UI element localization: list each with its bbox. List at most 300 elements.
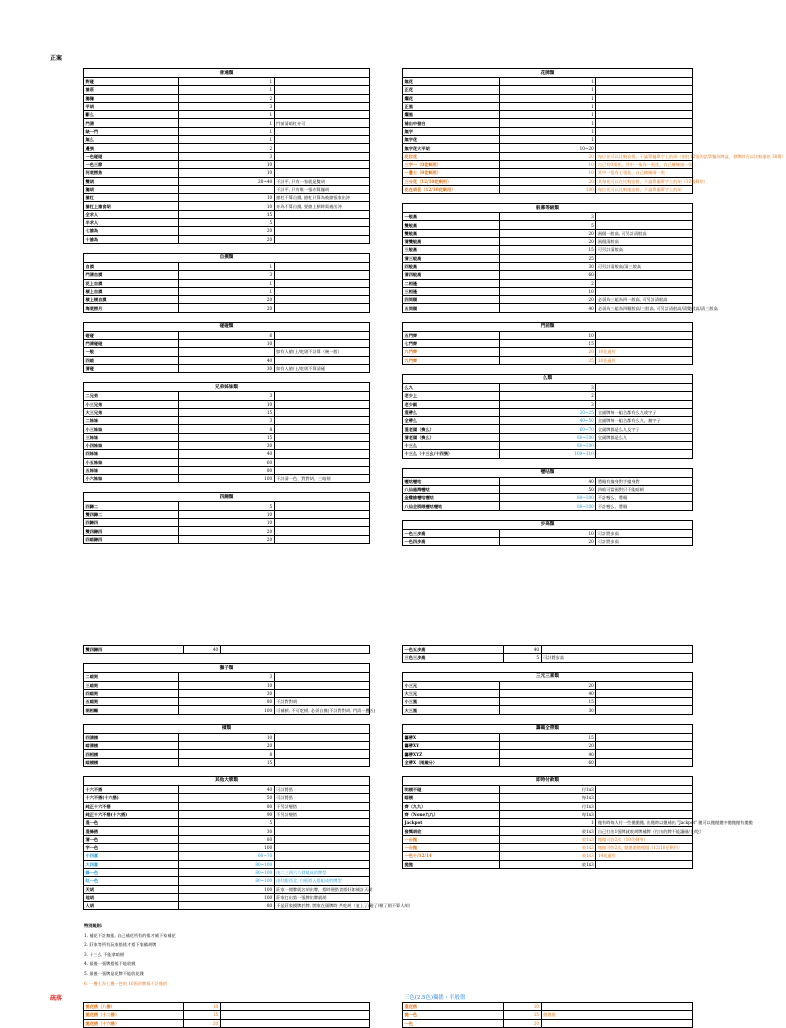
- hand-name: 五門齊: [403, 331, 500, 339]
- hand-name: 小四姊妹: [84, 441, 179, 449]
- table-row: [403, 785, 693, 793]
- hand-name: 兩相輔: [84, 706, 179, 714]
- hand-note: [274, 392, 369, 400]
- hand-points: 1: [499, 819, 596, 827]
- hand-points: 30: [499, 262, 596, 270]
- table-row: [84, 527, 370, 535]
- table-row: [403, 646, 693, 654]
- hand-note: 可另計清般高/清三般高: [596, 262, 693, 270]
- table-row: [84, 219, 370, 227]
- hand-name: 三般高: [403, 246, 500, 254]
- hand-note: 拋拋可收2次, 拋拋拋拋拋拋（12/10花剩用）: [596, 844, 693, 852]
- table-row: [84, 902, 370, 910]
- table-row: [403, 102, 693, 110]
- hand-note: [596, 750, 693, 758]
- hand-name: 混老頭（換么）: [403, 425, 500, 433]
- table-row: [84, 271, 370, 279]
- hand-points: 10: [499, 169, 596, 177]
- hand-points: 100: [179, 885, 274, 893]
- hand-points: 2: [499, 279, 596, 287]
- hand-points: 20: [499, 538, 596, 546]
- table-title: 即時付款類: [403, 776, 693, 785]
- table-row: [84, 673, 370, 681]
- hand-points: 100~110: [499, 450, 596, 458]
- table-row: [84, 400, 370, 408]
- table-row: [403, 331, 693, 339]
- hand-points: 1: [179, 279, 274, 287]
- hand-points: 40~50: [499, 417, 596, 425]
- hand-note: [596, 102, 693, 110]
- table-row: [84, 287, 370, 295]
- hand-points: 3: [179, 102, 274, 110]
- hand-name: 全帶么: [403, 417, 500, 425]
- hand-note: 每位花可以比較安排，不論單獨單字上的胡（如打12張的話單獨為牌盒，發牌時可以比較地花 30番）: [597, 153, 786, 159]
- table-row: [84, 111, 370, 119]
- hand-note: [596, 689, 693, 697]
- hand-points: 收1x3: [499, 852, 596, 860]
- table-row: [403, 86, 693, 94]
- table-row: [403, 844, 693, 852]
- table-row: [84, 1003, 370, 1011]
- hand-note: [274, 136, 369, 144]
- hand-note: [274, 681, 369, 689]
- hand-points: 80: [179, 835, 274, 843]
- hand-note: [596, 279, 693, 287]
- rule-table: [83, 253, 370, 313]
- hand-note: [274, 750, 369, 758]
- hand-note: 可計將搭: [274, 785, 369, 793]
- hand-points: 40: [499, 689, 596, 697]
- hand-name: 清四般高: [403, 271, 500, 279]
- hand-points: 10: [499, 529, 596, 537]
- hand-name: 金雞搶嚦咕嚦咕: [403, 494, 500, 502]
- hand-note: [596, 785, 693, 793]
- hand-points: 10: [179, 681, 274, 689]
- hand-note: [274, 408, 369, 416]
- hand-note: [274, 844, 369, 852]
- table-row: [84, 885, 370, 893]
- table-row: [403, 400, 693, 408]
- hand-points: 100: [179, 475, 274, 483]
- table-row: [84, 810, 370, 818]
- hand-points: 1: [179, 262, 274, 270]
- hand-points: 10~20: [499, 144, 596, 152]
- table-title: 嚦咕類: [403, 468, 693, 477]
- hand-points: 1: [179, 136, 274, 144]
- hand-note: [596, 94, 693, 102]
- hand-note: [274, 673, 369, 681]
- hand-note: [596, 450, 693, 458]
- hand-note: [596, 340, 693, 348]
- hand-note: [274, 169, 369, 177]
- hand-name: 小三姊妹: [84, 425, 179, 433]
- hand-points: 1: [499, 111, 596, 119]
- table-row: [403, 502, 693, 510]
- hand-name: 大三風: [403, 706, 500, 714]
- hand-note: [274, 466, 369, 474]
- hand-points: 10: [499, 331, 596, 339]
- table-row: [84, 742, 370, 750]
- hand-name: 雙般高: [403, 229, 500, 237]
- rule-table: [402, 374, 693, 459]
- hand-name: 二姊妹: [84, 417, 179, 425]
- hand-note: 自己有0張花，其中一張為一張花，自己擁擁兩一張: [597, 162, 693, 168]
- hand-points: 15: [179, 408, 274, 416]
- hand-note: 不計對對胡: [274, 698, 369, 706]
- table-row: [84, 304, 370, 312]
- hand-points: 80~100: [179, 860, 274, 868]
- hand-points: 30: [179, 441, 274, 449]
- table-row: [403, 450, 693, 458]
- hand-note: [596, 758, 693, 766]
- rule-table: [83, 68, 370, 244]
- hand-points: 1: [499, 119, 596, 127]
- hand-note: 可計將步高: [596, 529, 693, 537]
- hand-points: [179, 185, 274, 193]
- table-row: [84, 136, 370, 144]
- hand-note: [274, 227, 369, 235]
- hand-note: [596, 119, 693, 127]
- table-row: [403, 296, 693, 304]
- hand-name: 四般高: [403, 262, 500, 270]
- hand-note: [274, 733, 369, 741]
- hand-name: 清雙般高: [403, 238, 500, 246]
- hand-points: 收1x3: [499, 844, 596, 852]
- hand-note: [596, 221, 693, 229]
- hand-name: 河底撈魚: [84, 169, 179, 177]
- hand-points: 80~100: [179, 877, 274, 885]
- table-title: 么類: [403, 374, 693, 383]
- hand-points: 20: [179, 235, 274, 243]
- table-row: [403, 254, 693, 262]
- hand-points: 10: [183, 1003, 220, 1011]
- table-row: [84, 758, 370, 766]
- hand-note: 莊家一開牌就名胡出牌，搭時便搭食搭好如補計天胡: [276, 886, 373, 892]
- table-title: 步高類: [403, 520, 693, 529]
- hand-note: [274, 527, 369, 535]
- table-row: [84, 160, 370, 168]
- hand-name: 天胡: [84, 885, 179, 893]
- table-row: [84, 877, 370, 885]
- hand-points: 每1x3: [499, 794, 596, 802]
- hand-name: 門清: [84, 119, 179, 127]
- hand-name: 人胡: [84, 902, 179, 910]
- hand-name: 正花: [403, 86, 500, 94]
- hand-points: 1: [499, 127, 596, 135]
- table-row: [403, 177, 693, 185]
- table-title: 兄弟姊妹類: [84, 383, 370, 392]
- table-row: [84, 408, 370, 416]
- hand-points: 5: [499, 221, 596, 229]
- hand-name: 三分花（12/10花剩用）: [403, 177, 500, 185]
- hand-points: 收1x3: [499, 827, 596, 835]
- hand-name: 海底撈月: [84, 304, 179, 312]
- hand-points: 20: [499, 238, 596, 246]
- table-header-row: [84, 253, 370, 262]
- rule-table: [402, 468, 693, 511]
- hand-name: 籌帶X: [403, 733, 500, 741]
- bottom-right-section-title: 三色(2.5色)獨搖・半般盤: [404, 995, 466, 1001]
- hand-points: 100: [499, 185, 596, 193]
- table-row: [84, 510, 370, 518]
- hand-note: 自己打出1張牌就收胡牌補牌（打出的牌不能讓碰/上/吃）: [597, 828, 704, 834]
- rule-table: [402, 322, 693, 365]
- hand-note: 搶杠不算自摸, 搶杠只算為被搶張家出沖: [274, 194, 369, 202]
- hand-points: 15: [183, 1011, 220, 1019]
- table-row: [403, 1019, 693, 1027]
- table-row: [403, 802, 693, 810]
- table-row: [403, 144, 693, 152]
- table-row: [403, 169, 693, 177]
- table-row: [403, 538, 693, 546]
- hand-note: 將眼有撞身對手撞身對: [596, 477, 693, 485]
- hand-note: [596, 810, 693, 818]
- hand-note: 可計將步高: [596, 538, 693, 546]
- table-row: [403, 287, 693, 295]
- hand-note: 兩個一般高, 可另計清般高: [596, 229, 693, 237]
- hand-note: [596, 331, 693, 339]
- hand-note: [274, 296, 369, 304]
- hand-name: 三姊妹: [84, 433, 179, 441]
- hand-points: 8: [179, 750, 274, 758]
- hand-points: 50: [499, 485, 596, 493]
- hand-points: 20: [179, 527, 274, 535]
- hand-points: 30: [179, 689, 274, 697]
- hand-points: 25: [499, 356, 596, 364]
- hand-name: 一色: [403, 1019, 504, 1027]
- hand-points: 3: [499, 383, 596, 391]
- hand-points: 1: [179, 111, 274, 119]
- hand-points: 每1x3: [499, 810, 596, 818]
- table-row: [84, 144, 370, 152]
- table-row: [84, 392, 370, 400]
- note-item: 3. 十三么 不能拿暗槓: [84, 951, 125, 957]
- hand-points: 80~100: [499, 433, 596, 441]
- hand-note: [596, 383, 693, 391]
- hand-note: [274, 827, 369, 835]
- hand-note: 拋有時每人付一些拋拋拋, 出拋時以拋補出 "Jackpot" 拋可以拋拋拋中拋拋拋有拋拋: [597, 820, 753, 826]
- table-header-row: [84, 724, 370, 733]
- table-header-row: [403, 672, 693, 681]
- hand-name: 一疊七（0花剩用）: [403, 169, 500, 177]
- table-header-row: [84, 664, 370, 673]
- table-row: [84, 450, 370, 458]
- rule-table: [402, 1002, 693, 1028]
- table-row: [403, 794, 693, 802]
- hand-points: 10: [179, 519, 274, 527]
- table-row: [84, 441, 370, 449]
- hand-points: 100: [179, 844, 274, 852]
- table-row: [84, 433, 370, 441]
- hand-points: 40: [499, 304, 596, 312]
- hand-note: [596, 441, 693, 449]
- table-row: [403, 238, 693, 246]
- hand-note: 不計嚦么、將眼: [596, 502, 693, 510]
- hand-note: [274, 210, 369, 218]
- table-row: [84, 698, 370, 706]
- table-row: [403, 860, 693, 868]
- table-row: [403, 654, 693, 662]
- hand-points: 10: [499, 287, 596, 295]
- hand-name: 發獎胡收: [403, 827, 500, 835]
- hand-name: 拋花搭（十二搭）: [84, 1011, 184, 1019]
- hand-points: 20: [499, 681, 596, 689]
- hand-note: [596, 213, 693, 221]
- hand-points: 10: [179, 194, 274, 202]
- table-row: [403, 213, 693, 221]
- rule-table: [83, 663, 376, 714]
- hand-name: 小三兄弟: [84, 400, 179, 408]
- rule-table: [83, 645, 370, 654]
- hand-name: 補出中發白: [403, 119, 500, 127]
- hand-points: 40: [179, 356, 274, 364]
- hand-note: 必須為三組為四順般高/三般高, 可另計清般高/清雙般高/清三般高: [597, 305, 718, 311]
- hand-note: [274, 102, 369, 110]
- table-row: [84, 1011, 370, 1019]
- table-row: [84, 94, 370, 102]
- hand-points: 15: [179, 758, 274, 766]
- hand-points: 付1x3: [499, 785, 596, 793]
- hand-points: 20: [499, 177, 596, 185]
- hand-note: [274, 111, 369, 119]
- table-row: [403, 477, 693, 485]
- hand-note: 不是莊家摸牌於牌, 閒家在頭牌時 共吃胡（並上了/碰了/槓了則不算人胡）: [276, 903, 413, 909]
- table-row: [403, 750, 693, 758]
- hand-note: [596, 127, 693, 135]
- table-row: [403, 221, 693, 229]
- hand-points: 15: [499, 246, 596, 254]
- hand-note: [274, 144, 369, 152]
- hand-name: 四歸二: [84, 502, 179, 510]
- left-top-column: [83, 68, 370, 544]
- table-row: [84, 202, 370, 210]
- table-row: [84, 785, 370, 793]
- hand-points: 50: [179, 794, 274, 802]
- hand-name: 一色五步高: [403, 646, 504, 654]
- hand-note: [596, 271, 693, 279]
- hand-points: 60: [179, 458, 274, 466]
- hand-name: 清三般高: [403, 254, 500, 262]
- hand-name: 雙四歸四: [84, 646, 184, 654]
- hand-name: 對碰: [84, 78, 179, 86]
- hand-name: 清老頭（換么）: [403, 433, 500, 441]
- table-row: [403, 810, 693, 818]
- hand-note: [274, 219, 369, 227]
- bottom-left-section-title: 疏落: [50, 995, 63, 1002]
- hand-note: [274, 279, 369, 287]
- hand-note: [220, 1003, 369, 1011]
- table-row: [403, 152, 693, 160]
- hand-name: 平胡: [84, 102, 179, 110]
- table-row: [84, 466, 370, 474]
- hand-name: Jackpot: [403, 819, 500, 827]
- right-bottom-column: [402, 645, 753, 869]
- hand-note: [274, 160, 369, 168]
- hand-points: 40: [499, 477, 596, 485]
- hand-points: 3: [179, 271, 274, 279]
- hand-note: 14花適用: [596, 852, 693, 860]
- note-item: 2. 莊家等所有玩家搭搖才搭下家續胡牌: [84, 942, 157, 948]
- table-row: [403, 698, 693, 706]
- table-row: [403, 136, 693, 144]
- hand-points: 80: [179, 466, 274, 474]
- hand-points: 2: [179, 144, 274, 152]
- table-row: [403, 417, 693, 425]
- table-row: [403, 356, 693, 364]
- table-row: [84, 860, 370, 868]
- table-row: [403, 819, 693, 827]
- table-row: [403, 348, 693, 356]
- hand-points: 20: [499, 348, 596, 356]
- hand-note: [596, 136, 693, 144]
- hand-points: 60: [499, 271, 596, 279]
- hand-note: 不計平, 只有唯一張亦算獨胡: [274, 185, 369, 193]
- hand-points: 20: [499, 742, 596, 750]
- hand-points: 8: [179, 425, 274, 433]
- hand-points: 1: [179, 127, 274, 135]
- hand-name: 四歸四: [84, 519, 179, 527]
- hand-name: 花在胡花（12/10花剩用）: [403, 185, 500, 193]
- hand-points: [179, 348, 274, 356]
- hand-name: 紅一色: [84, 877, 179, 885]
- hand-points: 80~100: [499, 494, 596, 502]
- hand-points: 20: [179, 535, 274, 543]
- hand-points: 付1x3: [499, 802, 596, 810]
- table-row: [84, 794, 370, 802]
- hand-name: 暗槓: [403, 794, 500, 802]
- hand-points: 15: [179, 433, 274, 441]
- table-row: [84, 364, 370, 372]
- table-row: [84, 733, 370, 741]
- table-row: [84, 86, 370, 94]
- hand-note: [274, 742, 369, 750]
- hand-name: 綠一色: [84, 868, 179, 876]
- table-title: 花牌類: [403, 69, 693, 78]
- hand-points: 5: [179, 219, 274, 227]
- table-row: [84, 210, 370, 218]
- hand-points: 10: [179, 340, 274, 348]
- table-row: [84, 425, 370, 433]
- hand-name: 獨胡: [84, 185, 179, 193]
- hand-name: 全帶X（兩歲分）: [403, 758, 500, 766]
- hand-note: 全副牌每一組合都有么九或字子: [596, 408, 693, 416]
- hand-name: 斷么: [84, 111, 179, 119]
- hand-points: 80~100: [499, 502, 596, 510]
- hand-points: 3: [499, 400, 596, 408]
- table-row: [84, 262, 370, 270]
- hand-note: 拋拋可收2次（10花剩用）: [596, 835, 693, 843]
- hand-points: 60~70: [179, 852, 274, 860]
- hand-note: 10花適用: [596, 356, 693, 364]
- table-row: [84, 194, 370, 202]
- hand-name: 一色三步高: [403, 529, 500, 537]
- hand-name: 五同順: [403, 304, 500, 312]
- table-row: [84, 348, 370, 356]
- hand-name: 小五姊妹: [84, 458, 179, 466]
- hand-name: 暗清槓: [84, 742, 179, 750]
- hand-note: [220, 1019, 369, 1027]
- hand-points: 1: [179, 86, 274, 94]
- hand-note: [596, 733, 693, 741]
- table-row: [84, 689, 370, 697]
- hand-points: 5: [179, 502, 274, 510]
- table-title: 四歸類: [84, 493, 370, 502]
- table-row: [84, 519, 370, 527]
- hand-name: 四姊妹: [84, 450, 179, 458]
- table-row: [403, 742, 693, 750]
- table-row: [403, 706, 693, 714]
- hand-name: 么九: [403, 383, 500, 391]
